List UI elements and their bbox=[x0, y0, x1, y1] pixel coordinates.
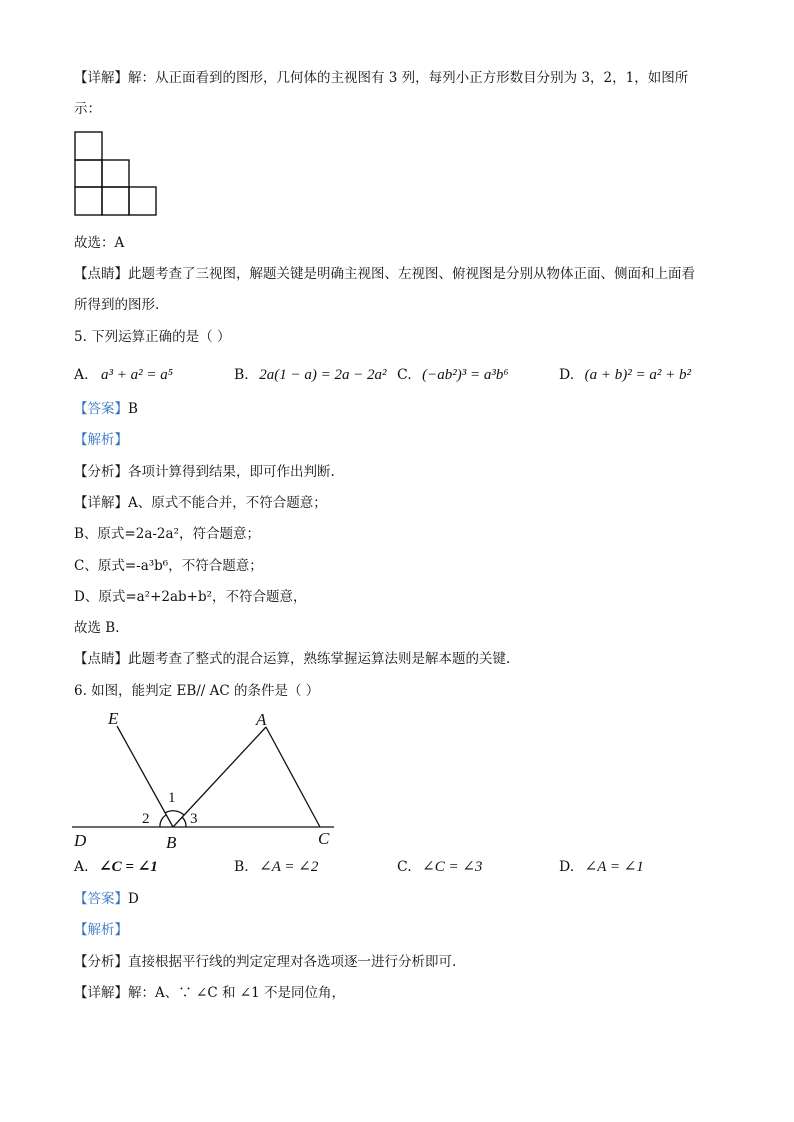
label-d: D bbox=[74, 831, 87, 850]
answer-tag: 【答案】 bbox=[74, 401, 128, 417]
q5-comment: 【点睛】此题考查了整式的混合运算，熟练掌握运算法则是解本题的关键. bbox=[74, 651, 511, 667]
q5-option-c-expr: (−ab²)³ = a³b⁶ bbox=[422, 367, 509, 383]
q6-option-d-label: D. bbox=[559, 859, 575, 875]
q5-option-c-label: C. bbox=[397, 367, 412, 383]
q5-analysis-tag: 【解析】 bbox=[74, 432, 128, 448]
q6-analysis-tag: 【解析】 bbox=[74, 922, 128, 938]
q5-question: 5. 下列运算正确的是（ ） bbox=[74, 329, 231, 345]
q4-comment-line2: 所得到的图形. bbox=[74, 297, 160, 313]
angle-1-arc bbox=[165, 811, 184, 815]
q5-option-d-label: D. bbox=[559, 367, 575, 383]
q6-analysis: 【分析】直接根据平行线的判定定理对各选项逐一进行分析即可. bbox=[74, 954, 457, 970]
label-a: A bbox=[256, 710, 267, 729]
label-b: B bbox=[166, 833, 177, 852]
line-ac bbox=[266, 727, 320, 827]
q6-option-b-expr: ∠A = ∠2 bbox=[259, 859, 319, 875]
answer-value: B bbox=[128, 401, 138, 417]
label-angle-2: 2 bbox=[142, 811, 150, 827]
q4-detail-line1: 【详解】解：从正面看到的图形，几何体的主视图有 3 列，每列小正方形数目分别为 3，2，1，如图所 bbox=[74, 70, 689, 86]
q5-detail-d: D、原式=a²+2ab+b²，不符合题意， bbox=[74, 589, 307, 605]
q5-choice: 故选 B. bbox=[74, 620, 120, 636]
q5-detail-c: C、原式=-a³b⁶，不符合题意； bbox=[74, 558, 263, 574]
q5-detail-b: B、原式=2a-2a²，符合题意； bbox=[74, 526, 260, 542]
front-view-figure bbox=[74, 131, 158, 217]
q6-option-c bbox=[397, 858, 482, 876]
angle-2-arc bbox=[160, 815, 166, 827]
q6-option-c-label: C. bbox=[397, 859, 412, 875]
q6-geometry-figure bbox=[72, 706, 342, 852]
label-angle-3: 3 bbox=[190, 811, 198, 827]
q5-option-b-expr: 2a(1 − a) = 2a − 2a² bbox=[259, 367, 387, 383]
q6-answer bbox=[74, 890, 139, 908]
answer-tag: 【答案】 bbox=[74, 891, 128, 907]
q4-comment-line1: 【点睛】此题考查了三视图，解题关键是明确主视图、左视图、俯视图是分别从物体正面、侧面和上面看 bbox=[74, 266, 695, 282]
q5-option-a-label: A. bbox=[74, 367, 89, 383]
q6-option-d bbox=[559, 858, 644, 876]
q5-option-b bbox=[234, 366, 387, 384]
label-angle-1: 1 bbox=[168, 790, 176, 806]
q5-option-a-expr: a³ + a² = a⁵ bbox=[101, 367, 173, 383]
line-ba bbox=[173, 727, 266, 827]
q5-option-c bbox=[397, 366, 509, 384]
q6-option-d-expr: ∠A = ∠1 bbox=[584, 859, 644, 875]
q5-analysis: 【分析】各项计算得到结果，即可作出判断. bbox=[74, 464, 335, 480]
q5-answer bbox=[74, 400, 138, 418]
q5-detail-a: 【详解】A、原式不能合并，不符合题意； bbox=[74, 495, 327, 511]
q6-question: 6. 如图，能判定 EB// AC 的条件是（ ） bbox=[74, 683, 320, 699]
q5-option-b-label: B. bbox=[234, 367, 249, 383]
q6-option-c-expr: ∠C = ∠3 bbox=[422, 859, 483, 875]
q4-choice: 故选：A bbox=[74, 235, 125, 251]
q5-option-d-expr: (a + b)² = a² + b² bbox=[584, 367, 691, 383]
q6-option-a-expr: ∠C = ∠1 bbox=[99, 859, 158, 875]
q6-option-b bbox=[234, 858, 318, 876]
q5-option-d bbox=[559, 366, 691, 384]
q5-option-a bbox=[74, 366, 173, 384]
label-e: E bbox=[108, 709, 119, 728]
angle-3-arc bbox=[182, 817, 186, 827]
label-c: C bbox=[318, 829, 330, 848]
answer-value: D bbox=[128, 891, 139, 907]
q4-detail-line2: 示： bbox=[74, 101, 101, 117]
q6-option-b-label: B. bbox=[234, 859, 249, 875]
q6-option-a bbox=[74, 858, 158, 876]
q6-option-a-label: A. bbox=[74, 859, 89, 875]
q6-detail: 【详解】解：A、∵ ∠C 和 ∠1 不是同位角， bbox=[74, 985, 345, 1001]
